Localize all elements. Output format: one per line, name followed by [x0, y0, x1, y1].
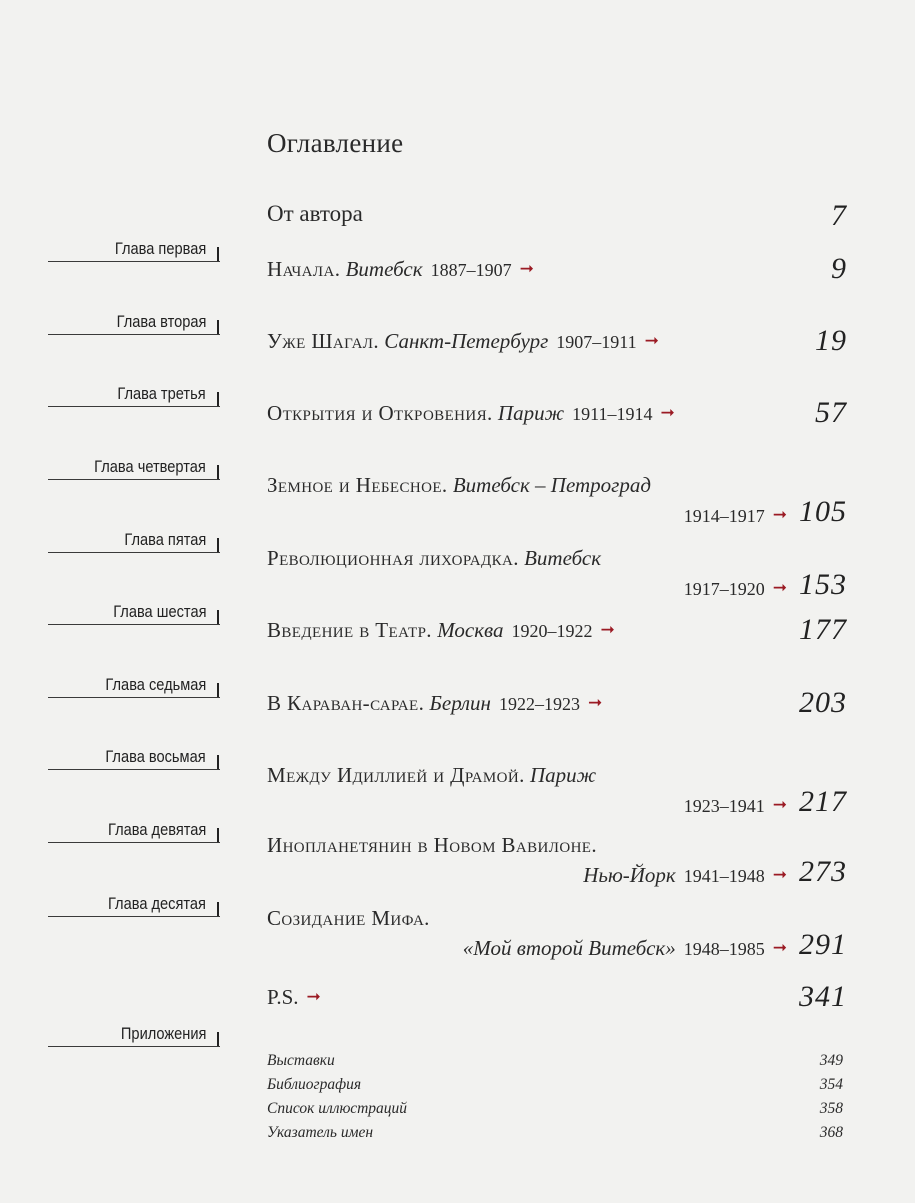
page-number: 9	[831, 252, 847, 285]
tab-label: Глава третья	[117, 384, 206, 403]
tab-chapter-5[interactable]	[48, 526, 220, 553]
tab-tick	[217, 1032, 219, 1046]
tab-label: Глава первая	[114, 239, 206, 258]
arrow-right-icon: ➞	[587, 693, 603, 713]
tab-tick	[217, 902, 219, 916]
tab-tick	[217, 392, 219, 406]
appendix-item[interactable]	[267, 1076, 843, 1100]
tab-chapter-8[interactable]	[48, 743, 220, 770]
toc-entry-chapter-9[interactable]	[267, 830, 847, 892]
entry-title: Созидание Мифа.	[267, 906, 430, 930]
arrow-right-icon: ➞	[772, 795, 787, 815]
tab-chapter-4[interactable]	[48, 453, 220, 480]
toc-entry-chapter-3[interactable]	[267, 398, 847, 430]
entry-title: Открытия и Откровения.	[267, 401, 493, 425]
tab-label: Глава пятая	[124, 530, 206, 549]
page-number: 177	[799, 613, 847, 646]
page-number: 341	[799, 980, 847, 1013]
entry-years: 1923–1941	[683, 796, 765, 816]
arrow-right-icon: ➞	[772, 505, 787, 525]
toc-entry-chapter-1[interactable]	[267, 254, 847, 286]
entry-title: P.S.	[267, 985, 299, 1009]
entry-years: 1911–1914	[572, 404, 653, 424]
appendix-page: 358	[819, 1100, 843, 1117]
arrow-right-icon: ➞	[600, 620, 615, 640]
page-number: 7	[831, 199, 847, 232]
tab-chapter-3[interactable]	[48, 380, 220, 407]
toc-entry-ps[interactable]	[267, 982, 847, 1014]
tab-tick	[217, 247, 219, 261]
entry-place: Витебск – Петроград	[452, 473, 651, 497]
entry-years: 1922–1923	[498, 694, 580, 714]
entry-years: 1920–1922	[511, 621, 593, 641]
tab-chapter-7[interactable]	[48, 671, 220, 698]
tab-label: Глава седьмая	[105, 675, 206, 694]
entry-years: 1941–1948	[683, 866, 765, 886]
tab-label: Глава четвертая	[94, 457, 206, 476]
tab-label: Приложения	[120, 1024, 206, 1043]
entry-title: Земное и Небесное.	[267, 473, 448, 497]
toc-entry-author[interactable]	[267, 199, 847, 232]
toc-entry-chapter-4[interactable]	[267, 470, 847, 532]
entry-title: Начала.	[267, 257, 341, 281]
tab-tick	[217, 610, 219, 624]
entry-place: Витебск	[524, 546, 602, 570]
page-number: 203	[799, 686, 847, 719]
tab-label: Глава десятая	[107, 894, 206, 913]
entry-years: 1907–1911	[556, 332, 637, 352]
arrow-right-icon: ➞	[644, 331, 659, 351]
entry-years: 1914–1917	[683, 506, 765, 526]
tab-label: Глава восьмая	[105, 747, 206, 766]
entry-place: Москва	[437, 618, 504, 642]
entry-years: 1887–1907	[430, 260, 512, 280]
arrow-right-icon: ➞	[306, 987, 321, 1007]
entry-place: Париж	[497, 401, 565, 425]
tab-appendix[interactable]	[48, 1020, 220, 1047]
appendix-item[interactable]	[267, 1052, 843, 1076]
toc-entry-chapter-6[interactable]	[267, 615, 847, 647]
entry-place: Витебск	[345, 257, 423, 281]
tab-tick	[217, 538, 219, 552]
toc-heading: Оглавление	[267, 128, 404, 158]
entry-years: 1917–1920	[683, 579, 765, 599]
page-number: 273	[799, 855, 847, 888]
toc-entry-chapter-10[interactable]	[267, 903, 847, 965]
entry-place: Париж	[529, 763, 597, 787]
entry-title: Введение в Театр.	[267, 618, 432, 642]
arrow-right-icon: ➞	[660, 403, 675, 423]
tab-chapter-9[interactable]	[48, 816, 220, 843]
entry-title: Инопланетянин в Новом Вавилоне.	[267, 833, 598, 857]
tab-tick	[217, 683, 219, 697]
tab-label: Глава вторая	[116, 312, 206, 331]
tab-tick	[217, 320, 219, 334]
arrow-right-icon: ➞	[772, 865, 787, 885]
entry-place: Нью-Йорк	[583, 863, 676, 887]
toc-entry-chapter-5[interactable]	[267, 543, 847, 605]
tab-label: Глава шестая	[112, 602, 206, 621]
appendix-item[interactable]	[267, 1100, 843, 1124]
appendix-title: Указатель имен	[267, 1124, 374, 1141]
entry-title: От автора	[267, 201, 363, 226]
tab-label: Глава девятая	[107, 820, 206, 839]
appendix-page: 368	[819, 1124, 843, 1141]
entry-title: Между Идиллией и Драмой.	[267, 763, 525, 787]
entry-years: 1948–1985	[683, 939, 765, 959]
arrow-right-icon: ➞	[772, 938, 787, 958]
toc-entry-chapter-2[interactable]	[267, 326, 847, 358]
page-number: 19	[815, 324, 847, 357]
appendix-page: 354	[819, 1076, 843, 1093]
tab-tick	[217, 755, 219, 769]
tab-chapter-10[interactable]	[48, 890, 220, 917]
appendix-title: Библиография	[267, 1076, 362, 1093]
entry-place: Берлин	[429, 691, 491, 715]
page-number: 291	[799, 928, 847, 961]
tab-tick	[217, 828, 219, 842]
entry-place: Санкт-Петербург	[384, 329, 549, 353]
page-number: 217	[799, 785, 847, 818]
tab-chapter-1[interactable]	[48, 235, 220, 262]
appendix-page: 349	[819, 1052, 843, 1069]
page-number: 105	[799, 495, 847, 528]
toc-entry-chapter-8[interactable]	[267, 760, 847, 822]
page-number: 153	[799, 568, 847, 601]
appendix-title: Список иллюстраций	[267, 1100, 408, 1117]
page-number: 57	[815, 396, 847, 429]
appendix-title: Выставки	[267, 1052, 335, 1069]
arrow-right-icon: ➞	[519, 259, 534, 279]
tab-chapter-6[interactable]	[48, 598, 220, 625]
entry-place: «Мой второй Витебск»	[462, 936, 676, 960]
tab-tick	[217, 465, 219, 479]
appendix-list	[267, 1052, 843, 1148]
toc-entry-chapter-7[interactable]	[267, 688, 847, 720]
entry-title: Уже Шагал.	[267, 329, 380, 353]
entry-title: В Караван-сарае.	[267, 691, 425, 715]
arrow-right-icon: ➞	[772, 578, 787, 598]
tab-chapter-2[interactable]	[48, 308, 220, 335]
appendix-item[interactable]	[267, 1124, 843, 1148]
entry-title: Революционная лихорадка.	[267, 546, 519, 570]
